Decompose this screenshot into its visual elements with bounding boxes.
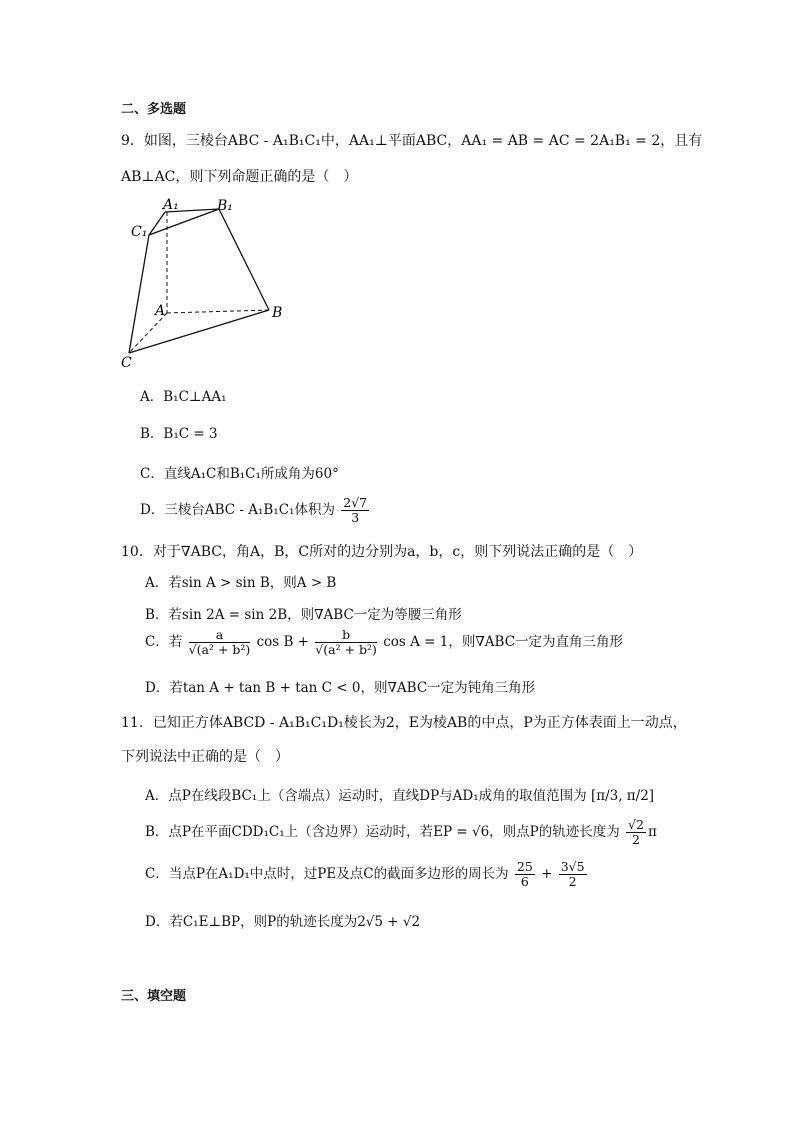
q11-option-a-text: A．点P在线段BC₁上（含端点）运动时，直线DP与AD₁成角的取值范围为 [145, 788, 587, 804]
label-B1: B₁ [217, 198, 233, 214]
section-title-multiple-choice: 二、多选题 [121, 102, 187, 117]
fraction-numerator: a [189, 628, 251, 643]
label-A: A [155, 303, 166, 319]
q11-option-c-fraction-2 [559, 860, 587, 889]
q9-option-d-text: D．三棱台ABC - A₁B₁C₁体积为 [140, 501, 335, 518]
q10-option-c-pre: C．若 [145, 633, 183, 650]
q10-stem: 10．对于∇ABC，角A，B，C所对的边分别为a，b，c，则下列说法正确的是（ ） [121, 544, 643, 560]
q9-option-d-fraction [341, 496, 369, 525]
q11-option-a [145, 784, 654, 804]
q9-option-c: C．直线A₁C和B₁C₁所成角为60° [140, 466, 339, 482]
q9-option-a: A．B₁C⊥AA₁ [140, 389, 227, 405]
label-A1: A₁ [163, 197, 179, 213]
q10-option-d: D．若tan A + tan B + tan C < 0，则∇ABC一定为钝角三角形 [145, 680, 536, 696]
q9-stem-line2: AB⊥AC，则下列命题正确的是（ ） [121, 169, 358, 185]
fraction-numerator: 3√5 [560, 859, 585, 874]
fraction-denominator: √(a² + b²) [315, 641, 377, 657]
label-B: B [272, 305, 283, 321]
q10-option-c-fraction-1 [189, 628, 251, 657]
q11-stem-line2: 下列说法中正确的是（ ） [121, 749, 289, 765]
q10-option-c [145, 628, 623, 657]
fraction-denominator: √(a² + b²) [188, 641, 251, 657]
q11-option-c-text: C．当点P在A₁D₁中点时，过PE及点C的截面多边形的周长为 [145, 865, 509, 882]
section-title-fill-in: 三、填空题 [121, 989, 187, 1004]
fraction-denominator: 2 [568, 873, 577, 889]
q9-option-b: B．B₁C = 3 [140, 426, 218, 442]
fraction-numerator: 2√7 [343, 495, 368, 510]
label-C: C [121, 355, 132, 371]
q11-option-b-fraction [626, 818, 646, 847]
q11-option-c-plus: + [541, 865, 553, 882]
q11-option-a-range: [π/3, π/2] [590, 788, 655, 804]
fraction-numerator: b [315, 628, 377, 643]
q10-option-c-mid: cos B + [256, 633, 309, 650]
fraction-denominator: 6 [520, 873, 529, 889]
q9-stem-line1: 9．如图，三棱台ABC - A₁B₁C₁中，AA₁⊥平面ABC，AA₁ = AB = AC = 2A₁B₁ = 2，且有 [121, 133, 703, 149]
q10-option-c-fraction-2 [315, 628, 377, 657]
fraction-denominator: 3 [351, 509, 360, 525]
q11-option-d: D．若C₁E⊥BP，则P的轨迹长度为2√5 + √2 [145, 914, 421, 930]
q11-option-b-text: B．点P在平面CDD₁C₁上（含边界）运动时，若EP = √6，则点P的轨迹长度为 [145, 823, 620, 840]
q9-option-d [140, 496, 371, 525]
q10-option-c-post: cos A = 1，则∇ABC一定为直角三角形 [383, 633, 624, 650]
fraction-numerator: 25 [516, 859, 533, 874]
label-C1: C₁ [131, 224, 148, 240]
q11-option-b [145, 818, 657, 847]
q11-option-c [145, 860, 589, 889]
q11-option-b-pi: π [647, 823, 657, 840]
q10-option-a: A．若sin A > sin B，则A > B [145, 575, 337, 591]
q11-stem-line1: 11．已知正方体ABCD - A₁B₁C₁D₁棱长为2，E为棱AB的中点，P为正方体表面上一动点， [121, 715, 687, 731]
q10-option-b: B．若sin 2A = sin 2B，则∇ABC一定为等腰三角形 [145, 607, 462, 623]
frustum-figure [115, 195, 295, 375]
fraction-denominator: 2 [632, 831, 640, 847]
fraction-numerator: √2 [628, 817, 644, 832]
q11-option-c-fraction-1 [515, 860, 535, 889]
